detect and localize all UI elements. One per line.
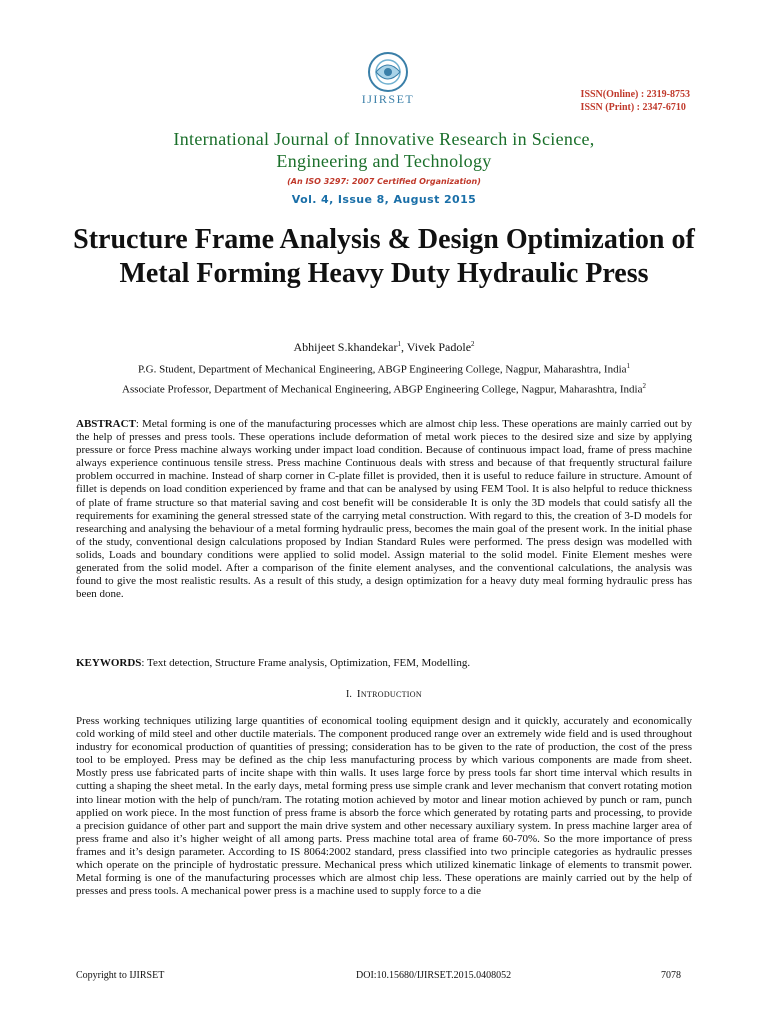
journal-name xyxy=(0,128,768,172)
authors xyxy=(0,340,768,355)
author-name: Vivek Padole xyxy=(406,340,472,354)
issn-online: ISSN(Online) : 2319-8753 xyxy=(580,89,690,100)
footer-doi: DOI:10.15680/IJIRSET.2015.0408052 xyxy=(356,970,512,981)
issn-print: ISSN (Print) : 2347-6710 xyxy=(580,102,686,113)
abstract-label: ABSTRACT xyxy=(76,418,136,430)
keywords xyxy=(76,657,692,669)
abstract xyxy=(76,418,692,601)
author-separator: , xyxy=(400,340,407,354)
journal-logo xyxy=(344,50,432,107)
affiliation-superscript: 2 xyxy=(642,382,646,390)
iso-certification: (An ISO 3297: 2007 Certified Organization) xyxy=(287,177,481,186)
journal-name-line1: International Journal of Innovative Research in Science, xyxy=(173,129,595,149)
affiliation-text: P.G. Student, Department of Mechanical Engineering, ABGP Engineering College, Nagpur, Maharashtra, India xyxy=(137,363,627,376)
affiliation xyxy=(0,362,768,376)
volume-issue: Vol. 4, Issue 8, August 2015 xyxy=(291,193,477,206)
abstract-text: : Metal forming is one of the manufacturing processes which are almost chip less. These operations are mainly carried out by the help of presses and press tools. These operations include deformation of metal work pieces to the desired size and size by applying pressure or force Press machine always working under impact load condition. Because of continuous impact load, frame of press machine always experience continuous tensile stress. Press machine Continuous deals with stress and because of that frequently structural failure problem occurred in machine. Instead of sharp corner in C-plate fillet is provided, then it is useful to reduce failure in structure. Amount of fillet is depends on load condition experienced by frame and that can be analysed by using FEM Tool. It is also helpful to reduce thickness of plate of frame structure so that material saving and cost benefit will be considerable It is only the 3D models that could satisfy all the requirements for examining the general stressed state of the carrying metal construction. With regard to this, the creation of 3-D models for researching and analysing the behaviour of a metal forming hydraulic press, becomes the main goal of the present work. In the initial phase of the study, conventional design calculations proposed by Indian Standard Rules were performed. The press design was modelled with solids, Loads and boundary conditions were applied to solid model. Assign material to the solid model. Finite Element meshes were generated from the solid model. After a comparison of the finite element analyses, and the conventional calculations, the analysis was found to give the most realistic results. As a result of this study, a design optimization for a heavy duty meal forming hydraulic press has been done. xyxy=(76,418,692,601)
affiliation xyxy=(0,382,768,396)
introduction-text: Press working techniques utilizing large quantities of economical tooling equipment design and it quickly, accurately and economically cold working of mild steel and other ductile materials. The component produced range over an extremely wide field and is used throughout industry for economical production of quantities of pressing; consideration has to be given to the rate of production, the cost of the press tool to be employed. Press may be defined as the chip less manufacturing process by which various components are made from sheet. Mostly press use fabricated parts of incite shape with thin walls. It uses large force by press tools far short time interval which results in cutting a shaping the sheet metal. In the early days, metal forming press use simple crank and lever mechanism that convert rotating motion into linear motion with the help of punch/ram. The rotating motion achieved by motor and linear motion achieved by punch or ram, punch applied on work piece. In the most function of press frame is absorb the force which generated by rotating parts and processing, to provide a precision guidance of other part and support the main drive system and other necessary auxiliary system. In press machine larger area of press frame and also it’s higher weight of all among parts. Press machine total area of frame 60-70%. So the more importance of press frames and it’s design parameter. According to IS 8064:2002 standard, press classified into two principle categories as hydraulic presses which operate on the principle of hydrostatic pressure. Mechanical press which utilized kinematic linkage of elements to transmit power. Metal forming is one of the manufacturing processes which are almost chip less. These operations are mainly carried out by the help of presses and press tools. A mechanical power press is a machine used to supply force to a die xyxy=(76,715,692,898)
section-heading xyxy=(0,688,768,700)
footer-copyright: Copyright to IJIRSET xyxy=(76,970,165,981)
author-superscript: 2 xyxy=(471,340,475,348)
journal-name-line2: Engineering and Technology xyxy=(276,151,492,171)
keywords-label: KEYWORDS xyxy=(76,657,142,669)
affiliation-superscript: 1 xyxy=(626,362,631,370)
author-superscript: 1 xyxy=(397,340,401,348)
affiliation-text: Associate Professor, Department of Mechanical Engineering, ABGP Engineering College, Nagpur, Maharashtra, India xyxy=(122,383,643,396)
logo-text: IJIRSET xyxy=(361,92,415,106)
author-name: Abhijeet S.khandekar xyxy=(293,340,398,354)
section-number: I. xyxy=(346,689,352,700)
footer-page-number: 7078 xyxy=(661,970,681,981)
keywords-text: : Text detection, Structure Frame analysis, Optimization, FEM, Modelling. xyxy=(141,657,471,669)
section-title: Introduction xyxy=(356,688,422,700)
issn-block xyxy=(581,88,690,114)
paper-title: Structure Frame Analysis & Design Optimization of Metal Forming Heavy Duty Hydraulic Press xyxy=(73,224,695,289)
globe-logo-icon xyxy=(366,50,410,94)
